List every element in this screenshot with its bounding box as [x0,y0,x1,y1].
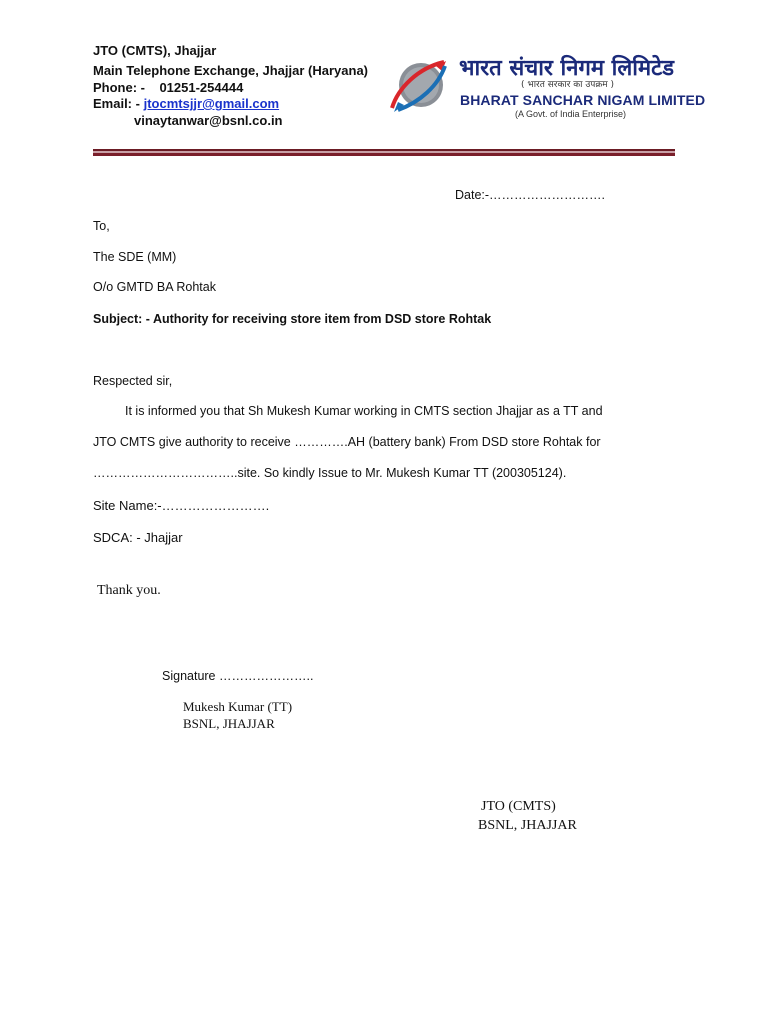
logo-hindi-subtitle: ( भारत सरकार का उपक्रम ) [521,80,615,90]
paragraph-line-3: ……………………………..site. So kindly Issue to Mr. Mukesh Kumar TT (200305124). [93,466,567,480]
logo-english-subtitle: (A Govt. of India Enterprise) [515,109,627,119]
salutation: Respected sir, [93,374,173,388]
recipient-office: O/o GMTD BA Rohtak [93,280,216,294]
date-line: Date:-………………………. [455,188,606,202]
to-line: To, [93,219,110,233]
paragraph-line-1: It is informed you that Sh Mukesh Kumar working in CMTS section Jhajjar as a TT and [125,404,603,418]
phone-line [93,80,243,95]
exchange-address: Main Telephone Exchange, Jhajjar (Haryana) [93,63,369,78]
logo-hindi-name: भारत संचार निगम लिमिटेड [459,56,674,81]
phone-number: 01251-254444 [159,80,244,95]
header-divider-bottom [93,153,675,156]
signature-line: Signature ………………….. [162,669,314,683]
subject-line: Subject: - Authority for receiving store item from DSD store Rohtak [93,312,492,326]
authority-title: JTO (CMTS) [481,799,556,814]
site-name-line: Site Name:-……………………. [93,498,270,513]
signer-org: BSNL, JHAJJAR [183,716,275,731]
sdca-line: SDCA: - Jhajjar [93,530,183,545]
logo-english-name: BHARAT SANCHAR NIGAM LIMITED [460,92,706,108]
recipient-title: The SDE (MM) [93,250,177,264]
paragraph-line-2: JTO CMTS give authority to receive ………….AH (battery bank) From DSD store Rohtak for [93,435,601,449]
email-line [93,96,279,111]
signer-name: Mukesh Kumar (TT) [183,699,293,714]
email-secondary: vinaytanwar@bsnl.co.in [134,113,283,128]
closing-thanks: Thank you. [97,583,161,598]
authority-org: BSNL, JHAJJAR [478,818,577,833]
office-title: JTO (CMTS), Jhajjar [93,43,217,58]
bsnl-logo-icon [388,58,450,114]
email-link[interactable]: jtocmtsjjr@gmail.com [143,96,280,111]
phone-label: Phone: - [93,80,145,95]
email-label: Email: - [93,96,140,111]
